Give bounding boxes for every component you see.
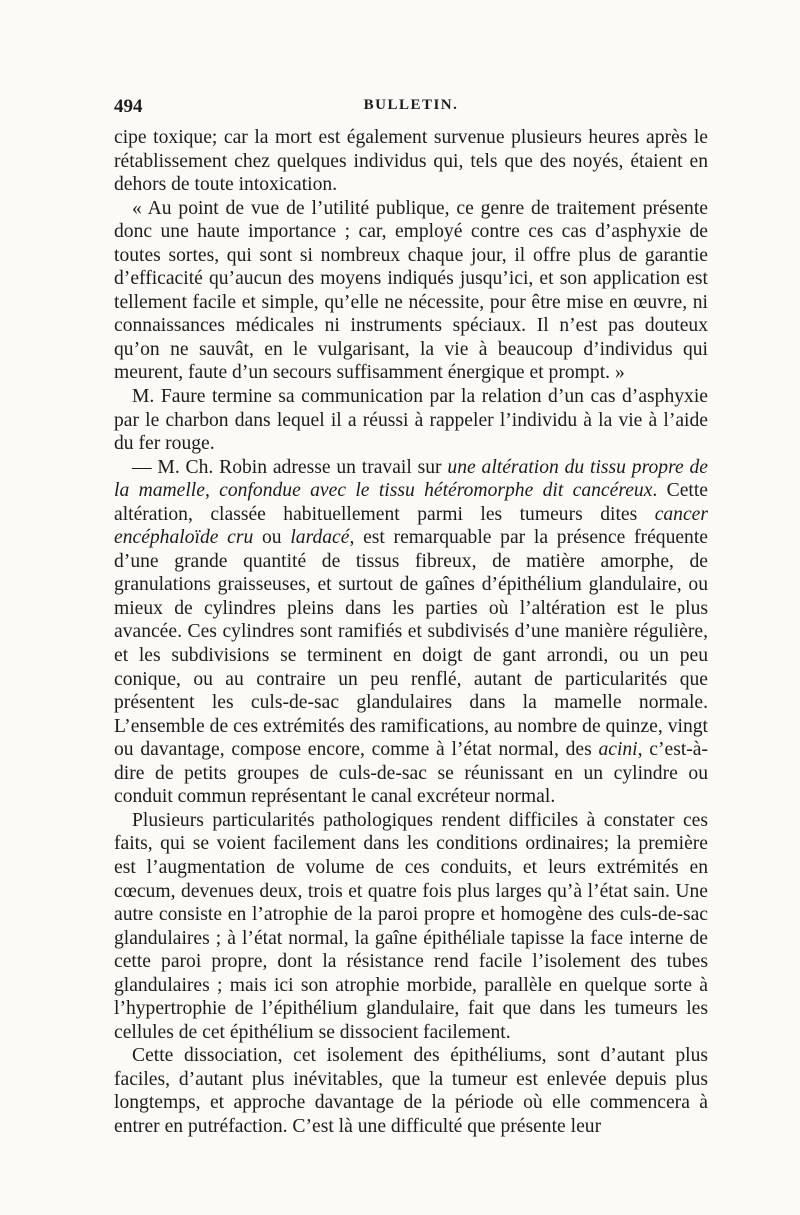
- text-segment: Cette dissociation, cet isolement des épithéliums, sont d’autant plus faciles, d’autant plus inévitables, que la tumeur est enlevée depuis plus longtemps, et approche davantage de la période où elle commencera à entrer en putréfaction. C’est là une difficulté que présente leur: [114, 1045, 708, 1137]
- text-segment: , c’est-à-dire de petits groupes de culs-de-sac se réunissant en un cylindre ou conduit commun représentant le canal excréteur normal.: [114, 739, 709, 808]
- paragraph-p6: [114, 1044, 708, 1138]
- italic-text: cancer encéphaloïde cru: [114, 503, 708, 549]
- text-segment: . Cette altération, classée habituellement parmi les tumeurs dites: [114, 480, 708, 525]
- paragraph-p1: [114, 126, 708, 197]
- italic-text: acini: [598, 739, 638, 761]
- body-text: [114, 126, 708, 1139]
- italic-text: lardacé: [290, 527, 350, 549]
- text-segment: cipe toxique; car la mort est également survenue plusieurs heures après le rétablissement chez quelques individus qui, tels que des noyés, étaient en dehors de toute intoxication.: [114, 127, 708, 196]
- paragraph-p4: [114, 456, 708, 809]
- page-number: 494: [114, 96, 143, 117]
- running-title: BULLETIN.: [363, 97, 459, 113]
- italic-text: une altération du tissu propre de la mamelle, confondue avec le tissu hétéromorphe dit cancéreux: [114, 456, 708, 502]
- running-head: [114, 96, 708, 126]
- text-segment: ou: [253, 527, 291, 549]
- paragraph-p3: [114, 385, 708, 456]
- paragraph-p5: [114, 809, 708, 1044]
- text-segment: — M. Ch. Robin adresse un travail sur: [132, 456, 448, 478]
- paragraph-p2: [114, 197, 708, 385]
- text-segment: Plusieurs particularités pathologiques rendent difficiles à constater ces faits, qui se voient facilement dans les conditions ordinaires; la première est l’augmentation de volume de ces conduits, et leurs extrémités en cœcum, devenues deux, trois et quatre fois plus larges qu’à l’état sain. Une autre consiste en l’atrophie de la paroi propre et homogène des culs-de-sac glandulaires ; à l’état normal, la gaîne épithéliale tapisse la face interne de cette paroi propre, dont la résistance rend facile l’isolement des tubes glandulaires ; mais ici son atrophie morbide, parallèle en quelque sorte à l’hypertrophie de l’épithélium glandulaire, fait que dans les tumeurs les cellules de cet épithélium se dissocient facilement.: [114, 809, 708, 1043]
- text-segment: , est remarquable par la présence fréquente d’une grande quantité de tissus fibreux, de matière amorphe, de granulations graisseuses, et surtout de gaînes d’épithélium glandulaire, ou mieux de cylindres pleins dans les parties où l’altération est le plus avancée. Ces cylindres sont ramifiés et subdivisés d’une manière régulière, et les subdivisions se terminent en doigt de gant arrondi, ou un peu conique, ou au contraire un peu renflé, autant de particularités que présentent les culs-de-sac glandulaires dans la mamelle normale. L’ensemble de ces extrémités des ramifications, au nombre de quinze, vingt ou davantage, compose encore, comme à l’état normal, des: [114, 527, 708, 761]
- text-segment: « Au point de vue de l’utilité publique, ce genre de traitement présente donc une haute importance ; car, employé contre ces cas d’asphyxie de toutes sortes, qui sont si nombreux chaque jour, il offre plus de garantie d’efficacité qu’aucun des moyens indiqués jusqu’ici, et son application est tellement facile et simple, qu’elle ne nécessite, pour être mise en œuvre, ni connaissances médicales ni instruments spéciaux. Il n’est pas douteux qu’on ne sauvât, en le vulgarisant, la vie à beaucoup d’individus qui meurent, faute d’un secours suffisamment énergique et prompt. »: [114, 197, 708, 384]
- text-segment: M. Faure termine sa communication par la relation d’un cas d’asphyxie par le charbon dans lequel il a réussi à rappeler l’individu à la vie à l’aide du fer rouge.: [114, 386, 708, 455]
